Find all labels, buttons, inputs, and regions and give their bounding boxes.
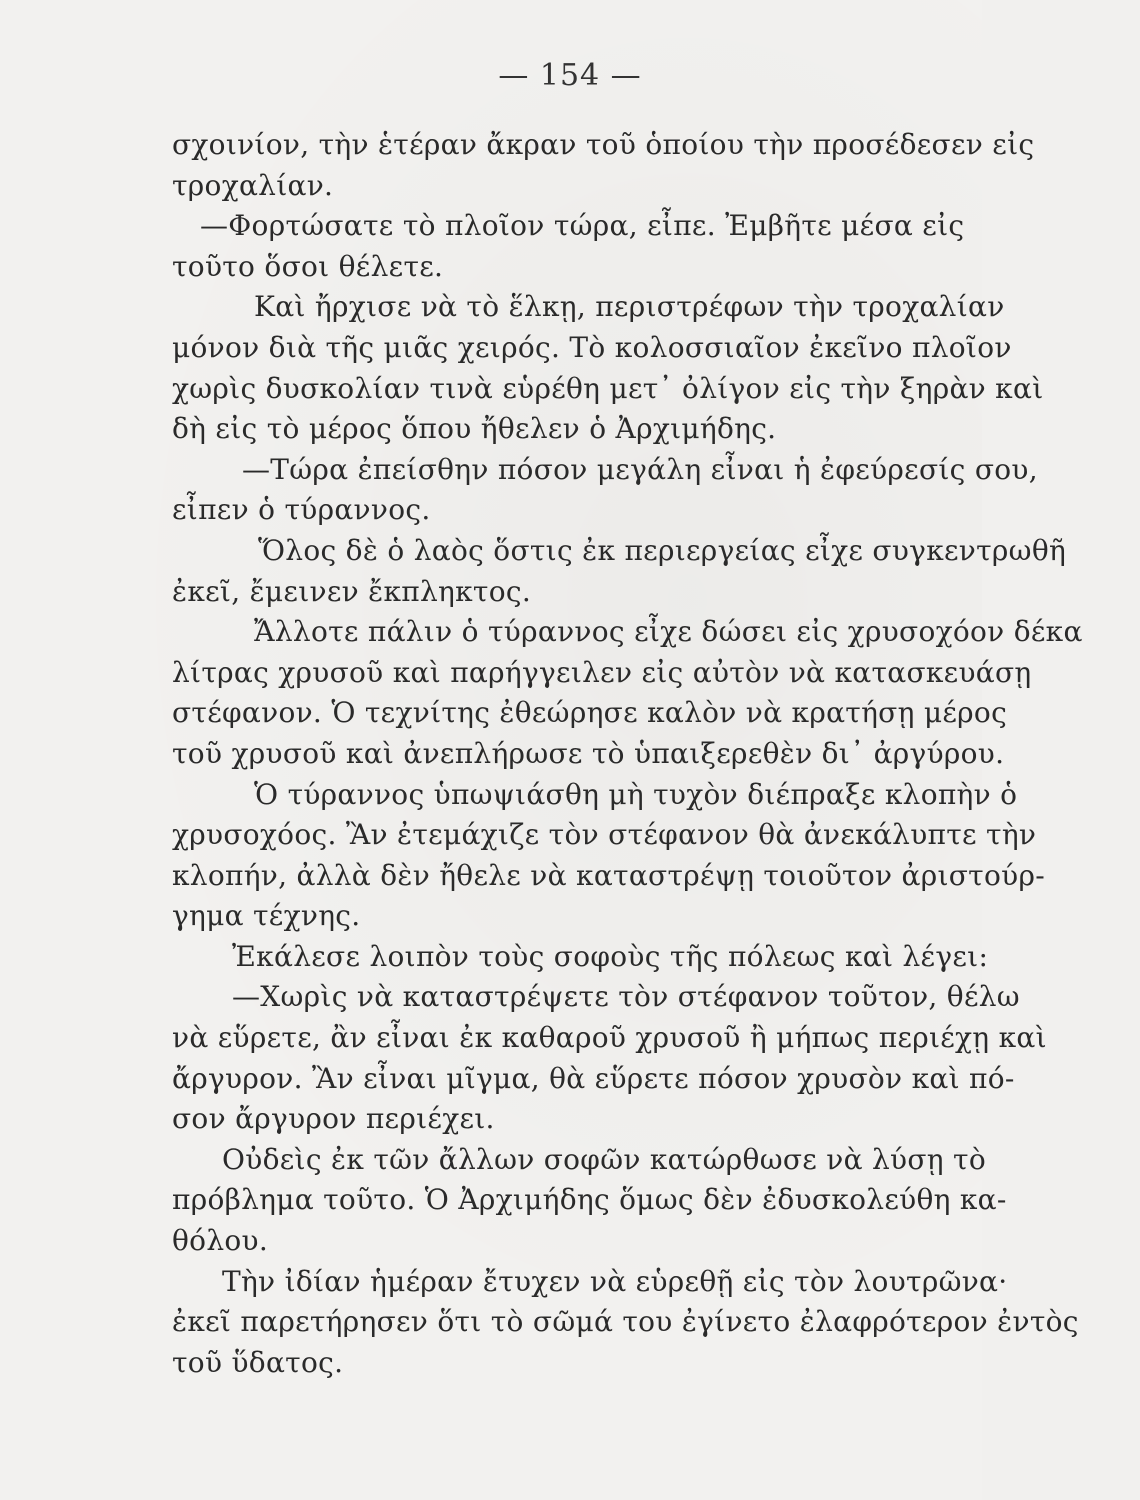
text-line: Ὁ τύραννος ὑπωψιάσθη μὴ τυχὸν διέπραξε κλοπὴν ὁ bbox=[254, 777, 1018, 811]
text-line: πρόβλημα τοῦτο. Ὁ Ἀρχιμήδης ὅμως δὲν ἐδυσκολεύθη κα- bbox=[172, 1183, 1007, 1217]
text-line: νὰ εὕρετε, ἂν εἶναι ἐκ καθαροῦ χρυσοῦ ἢ μήπως περιέχῃ καὶ bbox=[172, 1021, 1047, 1055]
text-line: χωρὶς δυσκολίαν τινὰ εὑρέθη μετ᾽ ὀλίγον εἰς τὴν ξηρὰν καὶ bbox=[172, 371, 1044, 405]
text-line: Ἐκάλεσε λοιπὸν τοὺς σοφοὺς τῆς πόλεως καὶ λέγει: bbox=[232, 939, 989, 973]
text-line: τροχαλίαν. bbox=[172, 168, 334, 202]
text-line: μόνον διὰ τῆς μιᾶς χειρός. Τὸ κολοσσιαῖον ἐκεῖνο πλοῖον bbox=[172, 330, 1012, 364]
text-line: ἐκεῖ, ἔμεινεν ἔκπληκτος. bbox=[172, 574, 532, 608]
text-line: λίτρας χρυσοῦ καὶ παρήγγειλεν εἰς αὐτὸν νὰ κατασκευάσῃ bbox=[172, 655, 1032, 689]
text-line: —Φορτώσατε τὸ πλοῖον τώρα, εἶπε. Ἐμβῆτε μέσα εἰς bbox=[200, 209, 965, 243]
text-line: Καὶ ἤρχισε νὰ τὸ ἕλκῃ, περιστρέφων τὴν τροχαλίαν bbox=[254, 290, 1005, 324]
text-line: Ὅλος δὲ ὁ λαὸς ὅστις ἐκ περιεργείας εἶχε συγκεντρωθῆ bbox=[258, 533, 1067, 567]
page-number: — 154 — bbox=[498, 58, 642, 93]
text-line: Ἄλλοτε πάλιν ὁ τύραννος εἶχε δώσει εἰς χρυσοχόον δέκα bbox=[254, 615, 1083, 649]
text-line: κλοπήν, ἀλλὰ δὲν ἤθελε νὰ καταστρέψῃ τοιοῦτον ἀριστούρ- bbox=[172, 858, 1045, 892]
body-text bbox=[172, 125, 1083, 1383]
text-line: ἐκεῖ παρετήρησεν ὅτι τὸ σῶμά του ἐγίνετο ἐλαφρότερον ἐντὸς bbox=[172, 1305, 1079, 1339]
text-line: τοῦ ὕδατος. bbox=[172, 1345, 344, 1379]
text-line: θόλου. bbox=[172, 1224, 269, 1258]
text-line: τοῦ χρυσοῦ καὶ ἀνεπλήρωσε τὸ ὑπαιξερεθὲν δι᾽ ἀργύρου. bbox=[172, 736, 1005, 770]
text-line: χρυσοχόος. Ἂν ἐτεμάχιζε τὸν στέφανον θὰ ἀνεκάλυπτε τὴν bbox=[172, 818, 1037, 852]
text-line: —Τώρα ἐπείσθην πόσον μεγάλη εἶναι ἡ ἐφεύρεσίς σου, bbox=[242, 452, 1038, 486]
text-line: σον ἄργυρον περιέχει. bbox=[172, 1102, 495, 1136]
text-line: —Χωρὶς νὰ καταστρέψετε τὸν στέφανον τοῦτον, θέλω bbox=[232, 980, 1020, 1014]
text-line: δὴ εἰς τὸ μέρος ὅπου ἤθελεν ὁ Ἀρχιμήδης. bbox=[172, 412, 777, 446]
text-line: Τὴν ἰδίαν ἡμέραν ἔτυχεν νὰ εὑρεθῇ εἰς τὸν λουτρῶνα· bbox=[222, 1264, 1008, 1298]
text-line: ἄργυρον. Ἂν εἶναι μῖγμα, θὰ εὕρετε πόσον χρυσὸν καὶ πό- bbox=[172, 1061, 1015, 1095]
text-line: Οὐδεὶς ἐκ τῶν ἄλλων σοφῶν κατώρθωσε νὰ λύσῃ τὸ bbox=[222, 1142, 986, 1176]
text-line: τοῦτο ὅσοι θέλετε. bbox=[172, 249, 444, 283]
text-line: στέφανον. Ὁ τεχνίτης ἐθεώρησε καλὸν νὰ κρατήσῃ μέρος bbox=[172, 696, 1008, 730]
text-line: εἶπεν ὁ τύραννος. bbox=[172, 493, 431, 527]
text-line: γημα τέχνης. bbox=[172, 899, 361, 933]
text-line: σχοινίον, τὴν ἑτέραν ἄκραν τοῦ ὁποίου τὴν προσέδεσεν εἰς bbox=[172, 128, 1035, 161]
